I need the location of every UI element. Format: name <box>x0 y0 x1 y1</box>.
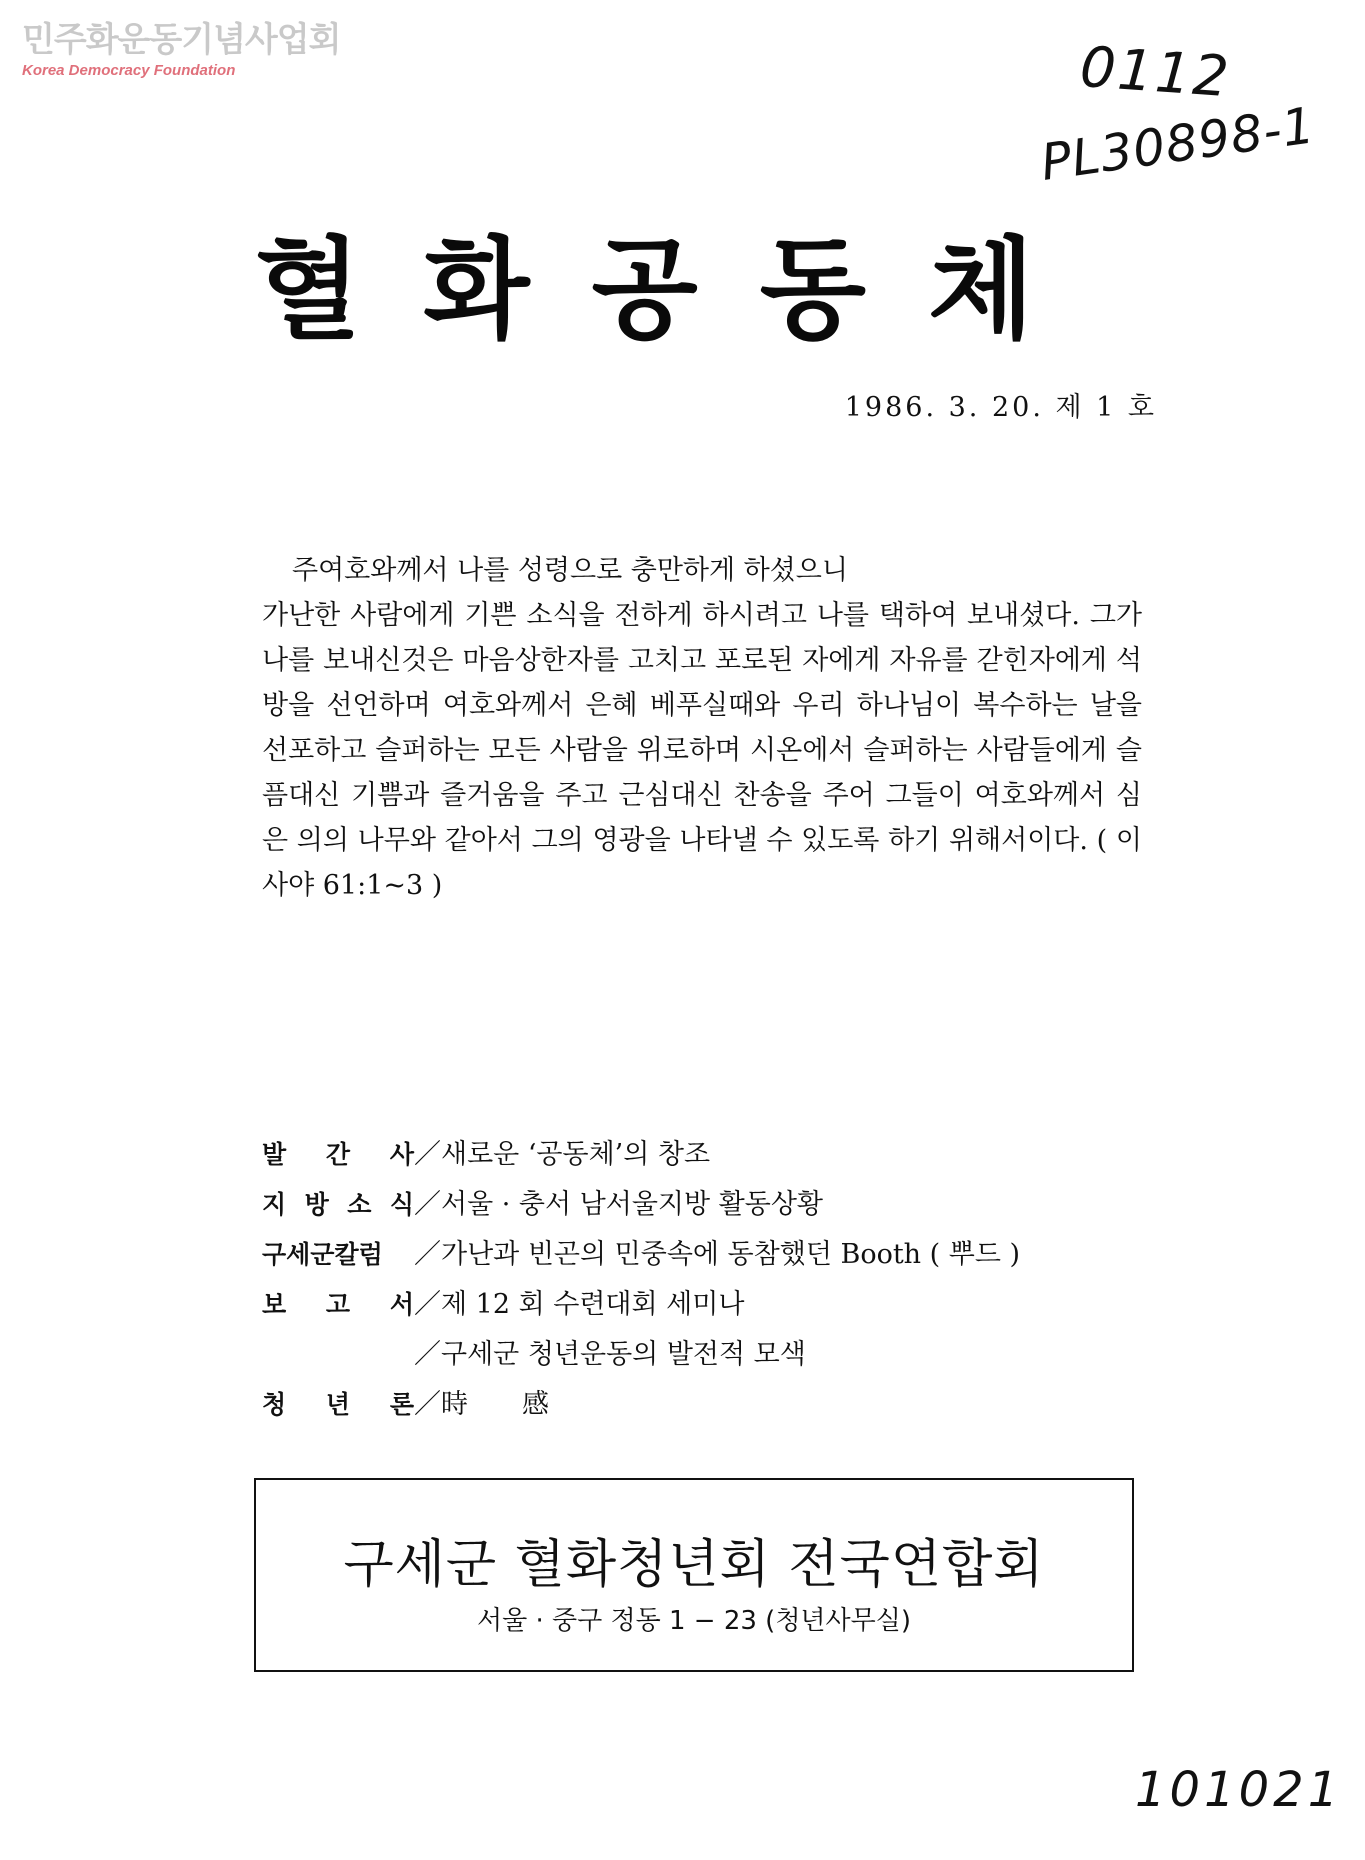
watermark-english: Korea Democracy Foundation <box>22 62 236 79</box>
toc-text: ／時 感 <box>414 1389 549 1420</box>
toc-row-preface <box>262 1130 1162 1180</box>
publisher-address: 서울 · 중구 정동 1 − 23 (청년사무실) <box>476 1606 912 1636</box>
scripture-passage <box>262 548 1142 908</box>
toc-row-report-sub <box>262 1330 1162 1380</box>
publisher-box <box>254 1478 1134 1672</box>
toc-row-report <box>262 1280 1162 1330</box>
handwritten-number: 101021 <box>1135 1762 1343 1818</box>
scripture-first-line: 주여호와께서 나를 성령으로 충만하게 하셨으니 <box>292 555 848 586</box>
toc-text: ／가난과 빈곤의 민중속에 동참했던 Booth ( 뿌드 ) <box>414 1239 1021 1270</box>
document-title: 혈화공동체 <box>255 225 1097 354</box>
publisher-name: 구세군 혈화청년회 전국연합회 <box>343 1535 1045 1595</box>
scripture-body: 가난한 사람에게 기쁜 소식을 전하게 하시려고 나를 택하여 보내셨다. 그가 나를 보내신것은 마음상한자를 고치고 포로된 자에게 자유를 갇힌자에게 석방을 선언하며 여호와께서 은혜 베푸실때와 우리 하나님이 복수하는 날을 선포하고 슬퍼하는 모든 사람을 위로하며 시온에서 슬퍼하는 사람들에게 슬픔대신 기쁨과 즐거움을 주고 근심대신 찬송을 주어 그들이 여호와께서 심은 의의 나무와 같아서 그의 영광을 나타낼 수 있도록 하기 위해서이다. ( 이사야 61:1~3 ) <box>262 600 1142 901</box>
toc-row-youth-essay <box>262 1380 1162 1430</box>
handwritten-reference: PL30898-1 <box>1037 96 1319 192</box>
toc-text: ／새로운 ‘공동체’의 창조 <box>414 1139 711 1170</box>
toc-label: 지 방 소 식 <box>262 1190 414 1219</box>
toc-text: ／제 12 회 수련대회 세미나 <box>414 1289 745 1320</box>
foundation-watermark <box>22 20 340 79</box>
issue-date: 1986. 3. 20. 제 1 호 <box>844 392 1157 423</box>
toc-label: 청 년 론 <box>262 1390 414 1419</box>
toc-label: 구세군칼럼 <box>262 1240 383 1269</box>
toc-text: ／서울 · 충서 남서울지방 활동상황 <box>414 1189 823 1220</box>
toc-label: 보 고 서 <box>262 1290 414 1319</box>
watermark-korean: 민주화운동기념사업회 <box>22 20 341 60</box>
toc-row-local-news <box>262 1180 1162 1230</box>
toc-text: ／구세군 청년운동의 발전적 모색 <box>414 1339 806 1370</box>
toc-row-column <box>262 1230 1162 1280</box>
handwritten-code: 0112 <box>1077 34 1233 111</box>
toc-label: 발 간 사 <box>262 1140 414 1169</box>
table-of-contents <box>262 1130 1162 1430</box>
